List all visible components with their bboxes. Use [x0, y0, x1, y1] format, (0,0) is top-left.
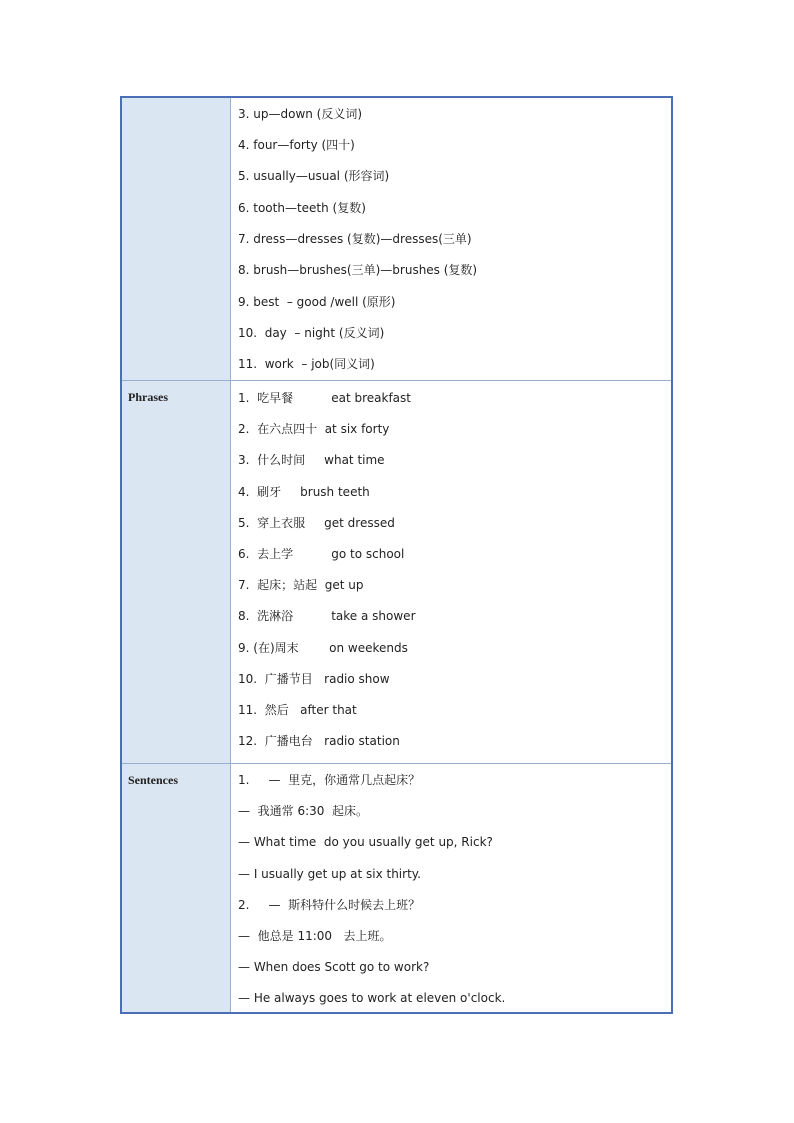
- row-header-phrases: [122, 381, 231, 763]
- row-body-words: [232, 98, 671, 380]
- list-item: 11. 然后 after that: [238, 703, 357, 717]
- row-body-sentences: [232, 764, 671, 1012]
- row-header-sentences: [122, 764, 231, 1012]
- list-item: 12. 广播电台 radio station: [238, 734, 400, 748]
- row-header-words: [122, 98, 231, 380]
- row-label: Phrases: [128, 390, 168, 404]
- list-item: — 我通常 6:30 起床。: [238, 804, 369, 818]
- list-item: 3. 什么时间 what time: [238, 453, 385, 467]
- list-item: — 他总是 11:00 去上班。: [238, 929, 392, 943]
- list-item: 5. 穿上衣服 get dressed: [238, 516, 395, 530]
- list-item: 6. 去上学 go to school: [238, 547, 405, 561]
- list-item: 1. 吃早餐 eat breakfast: [238, 391, 411, 405]
- vocabulary-table: [120, 96, 673, 1014]
- list-item: 4. four—forty (四十): [238, 138, 355, 152]
- list-item: 7. 起床；站起 get up: [238, 578, 364, 592]
- list-item: 10. day – night (反义词): [238, 326, 385, 340]
- list-item: — When does Scott go to work?: [238, 960, 430, 974]
- table-row-phrases: [122, 381, 671, 764]
- list-item: 1. — 里克，你通常几点起床？: [238, 773, 421, 787]
- list-item: 5. usually—usual (形容词): [238, 169, 390, 183]
- row-label: Sentences: [128, 773, 178, 787]
- row-body-phrases: [232, 381, 671, 763]
- list-item: 6. tooth—teeth (复数): [238, 201, 366, 215]
- list-item: — What time do you usually get up, Rick?: [238, 835, 493, 849]
- list-item: — I usually get up at six thirty.: [238, 867, 421, 881]
- list-item: 7. dress—dresses (复数)—dresses(三单): [238, 232, 472, 246]
- list-item: 10. 广播节目 radio show: [238, 672, 390, 686]
- list-item: — He always goes to work at eleven o'clock.: [238, 991, 506, 1005]
- list-item: 9. best – good /well (原形): [238, 295, 396, 309]
- list-item: 8. 洗淋浴 take a shower: [238, 609, 416, 623]
- list-item: 3. up—down (反义词): [238, 107, 363, 121]
- table-row-sentences: [122, 764, 671, 1012]
- list-item: 4. 刷牙 brush teeth: [238, 485, 370, 499]
- list-item: 8. brush—brushes(三单)—brushes (复数): [238, 263, 478, 277]
- list-item: 11. work – job(同义词): [238, 357, 375, 371]
- list-item: 9. (在)周末 on weekends: [238, 641, 408, 655]
- list-item: 2. — 斯科特什么时候去上班？: [238, 898, 421, 912]
- list-item: 2. 在六点四十 at six forty: [238, 422, 390, 436]
- table-row-words: [122, 98, 671, 381]
